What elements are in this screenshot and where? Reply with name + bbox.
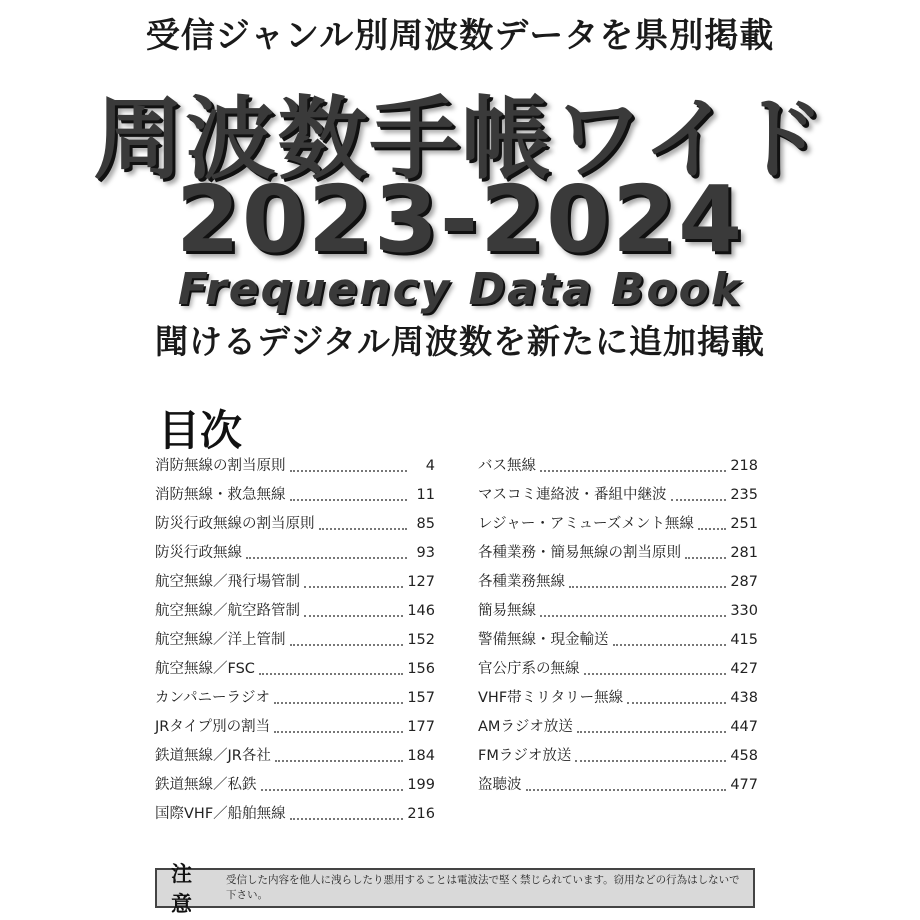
toc-entry xyxy=(155,483,435,512)
toc-entry xyxy=(478,454,758,483)
toc-left-column xyxy=(155,454,435,831)
toc-entry xyxy=(155,715,435,744)
toc-leader-dots xyxy=(259,672,403,675)
toc-entry xyxy=(478,686,758,715)
toc-entry-label: カンパニーラジオ xyxy=(155,690,270,706)
toc-leader-dots xyxy=(290,469,408,472)
notice-label: 注意 xyxy=(171,862,194,916)
toc-entry-label: 国際VHF／船舶無線 xyxy=(155,806,286,822)
toc-entry xyxy=(155,773,435,802)
toc-entry-page: 156 xyxy=(407,661,435,677)
toc-entry-label: AMラジオ放送 xyxy=(478,719,573,735)
english-title: Frequency Data Book xyxy=(177,264,743,315)
toc-entry xyxy=(155,541,435,570)
toc-entry xyxy=(478,657,758,686)
toc-entry-label: 航空無線／FSC xyxy=(155,661,255,677)
toc-entry-page: 415 xyxy=(730,632,758,648)
toc-entry-label: 防災行政無線 xyxy=(155,545,242,561)
toc-leader-dots xyxy=(261,788,404,791)
toc-entry-page: 152 xyxy=(407,632,435,648)
notice-text: 受信した内容を他人に洩らしたり悪用することは電波法で堅く禁じられています。窃用などの行為はしないで下さい。 xyxy=(225,874,740,901)
toc-entry-page: 438 xyxy=(730,690,758,706)
toc-leader-dots xyxy=(613,643,727,646)
toc-entry xyxy=(155,657,435,686)
toc-entry-page: 146 xyxy=(407,603,435,619)
toc-entry xyxy=(155,512,435,541)
toc-entry-label: 各種業務無線 xyxy=(478,574,565,590)
toc-heading: 目次 xyxy=(158,406,243,455)
toc-entry-page: 218 xyxy=(730,458,758,474)
toc-leader-dots xyxy=(569,585,726,588)
toc-leader-dots xyxy=(540,469,726,472)
main-title: 周波数手帳ワイド xyxy=(93,87,827,192)
toc-entry-page: 330 xyxy=(730,603,758,619)
toc-entry-label: 航空無線／洋上管制 xyxy=(155,632,286,648)
toc-entry-label: 航空無線／航空路管制 xyxy=(155,603,300,619)
toc-entry-label: 防災行政無線の割当原則 xyxy=(155,516,315,532)
toc-entry-page: 93 xyxy=(416,545,435,561)
toc-entry xyxy=(155,628,435,657)
toc-leader-dots xyxy=(698,527,726,530)
toc-leader-dots xyxy=(627,701,726,704)
toc-leader-dots xyxy=(575,759,726,762)
toc-entry-label: レジャー・アミューズメント無線 xyxy=(478,516,694,532)
toc-entry-page: 85 xyxy=(416,516,435,532)
toc-entry-label: 鉄道無線／私鉄 xyxy=(155,777,257,793)
toc-leader-dots xyxy=(275,759,403,762)
toc-entry-label: 官公庁系の無線 xyxy=(478,661,580,677)
toc-leader-dots xyxy=(304,585,403,588)
toc-entry-page: 184 xyxy=(407,748,435,764)
toc-entry-label: バス無線 xyxy=(478,458,536,474)
toc-entry xyxy=(478,483,758,512)
toc-entry xyxy=(478,541,758,570)
toc-entry-label: 航空無線／飛行場管制 xyxy=(155,574,300,590)
toc-entry-page: 447 xyxy=(730,719,758,735)
toc-entry-page: 4 xyxy=(425,458,435,474)
toc-entry xyxy=(478,570,758,599)
toc-leader-dots xyxy=(577,730,726,733)
toc-entry xyxy=(478,599,758,628)
toc-entry-label: 鉄道無線／JR各社 xyxy=(155,748,271,764)
toc-entry-label: 消防無線の割当原則 xyxy=(155,458,286,474)
toc-entry-label: FMラジオ放送 xyxy=(478,748,572,764)
toc-entry xyxy=(478,773,758,802)
toc-entry-page: 216 xyxy=(407,806,435,822)
toc-leader-dots xyxy=(671,498,727,501)
toc-entry-page: 157 xyxy=(407,690,435,706)
toc-leader-dots xyxy=(584,672,727,675)
toc-entry-label: 警備無線・現金輸送 xyxy=(478,632,609,648)
toc-entry xyxy=(478,744,758,773)
toc-leader-dots xyxy=(526,788,727,791)
toc-entry xyxy=(155,802,435,831)
toc-entry-label: 消防無線・救急無線 xyxy=(155,487,286,503)
toc-entry-page: 177 xyxy=(407,719,435,735)
toc-entry-page: 235 xyxy=(730,487,758,503)
toc-entry-page: 11 xyxy=(416,487,435,503)
toc-entry-label: JRタイプ別の割当 xyxy=(155,719,271,735)
toc-entry-page: 458 xyxy=(730,748,758,764)
toc-entry-page: 199 xyxy=(407,777,435,793)
toc-entry-page: 127 xyxy=(407,574,435,590)
toc-entry xyxy=(155,570,435,599)
toc-entry xyxy=(478,512,758,541)
toc-entry-label: マスコミ連絡波・番組中継波 xyxy=(478,487,667,503)
toc-leader-dots xyxy=(274,730,403,733)
toc-entry xyxy=(478,715,758,744)
year-title: 2023-2024 xyxy=(175,166,745,273)
toc-leader-dots xyxy=(290,643,404,646)
notice-box xyxy=(155,862,755,916)
toc-leader-dots xyxy=(685,556,726,559)
toc-entry-label: 盗聴波 xyxy=(478,777,522,793)
toc-right-column xyxy=(478,454,758,802)
toc-leader-dots xyxy=(290,817,404,820)
toc-entry xyxy=(155,599,435,628)
toc-entry-page: 427 xyxy=(730,661,758,677)
toc-entry-page: 477 xyxy=(730,777,758,793)
toc-entry xyxy=(155,686,435,715)
toc-entry-label: 簡易無線 xyxy=(478,603,536,619)
toc-leader-dots xyxy=(274,701,403,704)
toc-entry xyxy=(155,744,435,773)
toc-entry xyxy=(155,454,435,483)
toc-leader-dots xyxy=(246,556,407,559)
tagline: 受信ジャンル別周波数データを県別掲載 xyxy=(145,16,775,56)
toc-entry-label: 各種業務・簡易無線の割当原則 xyxy=(478,545,681,561)
toc-leader-dots xyxy=(540,614,726,617)
toc-leader-dots xyxy=(319,527,408,530)
toc-entry-label: VHF帯ミリタリー無線 xyxy=(478,690,624,706)
toc-leader-dots xyxy=(304,614,403,617)
toc-leader-dots xyxy=(290,498,408,501)
toc-entry-page: 251 xyxy=(730,516,758,532)
subline: 聞けるデジタル周波数を新たに追加掲載 xyxy=(154,322,766,361)
toc-entry xyxy=(478,628,758,657)
toc-entry-page: 281 xyxy=(730,545,758,561)
toc-entry-page: 287 xyxy=(730,574,758,590)
